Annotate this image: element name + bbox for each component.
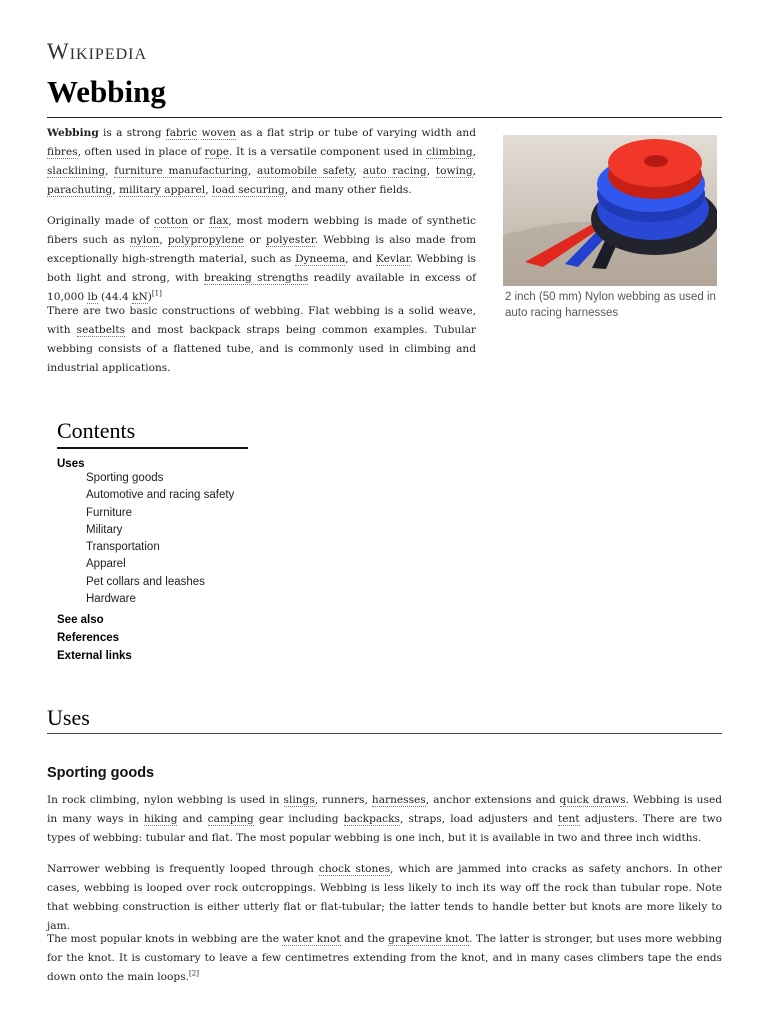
link-climbing[interactable]: climbing <box>426 146 473 158</box>
link-chock-stones[interactable]: chock stones <box>318 863 391 875</box>
intro-paragraph-1: Webbing is a strong fabric woven as a flat strip or tube of varying width and fibres, often used in place of rope. It is a versatile component used in climbing, slacklining, furniture manufacturing, automobile safety, auto racing, towing, parachuting, military apparel, load securing, and many other fields. <box>47 127 476 196</box>
toc-subitem[interactable]: Pet collars and leashes <box>86 575 205 588</box>
link-towing[interactable]: towing <box>435 165 473 177</box>
link-flax[interactable]: flax <box>209 215 229 227</box>
webbing-rolls-image[interactable] <box>503 135 717 286</box>
reference-1[interactable]: [1] <box>151 289 162 298</box>
toc-subitem[interactable]: Transportation <box>86 541 160 554</box>
link-woven[interactable]: woven <box>201 127 237 139</box>
link-nylon[interactable]: nylon <box>129 234 160 246</box>
toc-subitem[interactable]: Apparel <box>86 558 126 571</box>
link-fabric[interactable]: fabric <box>165 127 198 139</box>
link-rope[interactable]: rope <box>204 146 230 158</box>
toc-title: Contents <box>57 418 136 443</box>
link-seatbelts[interactable]: seatbelts <box>76 324 126 336</box>
link-polyester[interactable]: polyester <box>266 234 315 246</box>
section-heading-uses: Uses <box>47 705 90 730</box>
link-quick-draws[interactable]: quick draws <box>559 794 626 806</box>
table-of-contents <box>57 418 357 662</box>
link-cotton[interactable]: cotton <box>154 215 189 227</box>
figure-caption: 2 inch (50 mm) Nylon webbing as used in auto racing harnesses <box>505 291 716 319</box>
intro-paragraph-3: There are two basic constructions of webbing. Flat webbing is a solid weave, with seatbelts and most backpack straps being common examples. Tubular webbing consists of a flattened tube, and is commonly used in climbing and industrial applications. <box>47 305 476 374</box>
link-slacklining[interactable]: slacklining <box>47 165 106 177</box>
link-dyneema[interactable]: Dyneema <box>295 253 346 265</box>
title-divider <box>47 117 722 118</box>
link-fibres[interactable]: fibres <box>47 146 78 158</box>
link-water-knot[interactable]: water knot <box>282 933 341 945</box>
link-breaking-strengths[interactable]: breaking strengths <box>203 272 309 284</box>
link-auto-racing[interactable]: auto racing <box>362 165 427 177</box>
toc-item-external-links[interactable]: External links <box>57 650 132 663</box>
link-grapevine-knot[interactable]: grapevine knot <box>388 933 470 945</box>
toc-subitem[interactable]: Hardware <box>86 593 136 606</box>
link-camping[interactable]: camping <box>207 813 254 825</box>
link-military-apparel[interactable]: military apparel <box>119 184 206 196</box>
link-lb[interactable]: lb <box>87 291 98 303</box>
link-polypropylene[interactable]: polypropylene <box>167 234 245 246</box>
link-kn[interactable]: kN <box>132 291 148 303</box>
link-tent[interactable]: tent <box>558 813 580 825</box>
toc-divider <box>57 447 248 449</box>
link-hiking[interactable]: hiking <box>143 813 178 825</box>
reference-2[interactable]: [2] <box>189 969 199 978</box>
sporting-paragraph-2: Narrower webbing is frequently looped through chock stones, which are jammed into cracks as safety anchors. In other cases, webbing is looped over rock outcroppings. Webbing is less likely to inch its way off the rock than tubular rope. Note that webbing construction is either utterly flat or flat-tubular; the latter tends to handle better but knots are more likely to jam. <box>47 863 722 932</box>
toc-item-references[interactable]: References <box>57 632 120 645</box>
page-title: Webbing <box>47 74 166 109</box>
link-furniture-manufacturing[interactable]: furniture manufacturing <box>114 165 248 177</box>
link-harnesses[interactable]: harnesses <box>371 794 426 806</box>
sporting-paragraph-1: In rock climbing, nylon webbing is used in slings, runners, harnesses, anchor extensions and quick draws. Webbing is used in many ways in hiking and camping gear including backpacks, straps, load adjusters and tent adjusters. There are two types of webbing: tubular and flat. The most popular webbing is one inch, but it is available in two and three inch widths. <box>47 794 722 844</box>
link-slings[interactable]: slings <box>283 794 315 806</box>
link-kevlar[interactable]: Kevlar <box>376 253 410 265</box>
toc-item-uses[interactable]: Uses <box>57 458 85 470</box>
toc-subitem[interactable]: Automotive and racing safety <box>86 489 235 502</box>
link-load-securing[interactable]: load securing <box>211 184 285 196</box>
toc-subitem[interactable]: Military <box>86 523 123 536</box>
subsection-heading-sporting-goods: Sporting goods <box>47 765 155 781</box>
link-backpacks[interactable]: backpacks <box>343 813 400 825</box>
toc-subitem[interactable]: Sporting goods <box>86 472 164 484</box>
link-automobile-safety[interactable]: automobile safety <box>257 165 354 177</box>
intro-paragraph-2: Originally made of cotton or flax, most modern webbing is made of synthetic fibers such as nylon, polypropylene or polyester. Webbing is also made from exceptionally high-strength material, such as Dyneema, and Kevlar. Webbing is both light and strong, with breaking strengths readily available in excess of 10,000 lb (44.4 kN)[1] <box>47 215 477 303</box>
toc-subitem[interactable]: Furniture <box>86 506 133 519</box>
webbing-figure <box>503 135 717 321</box>
wikipedia-wordmark[interactable]: Wikipedia <box>47 39 148 64</box>
toc-item-see-also[interactable]: See also <box>57 614 104 627</box>
section-divider <box>47 733 722 734</box>
link-parachuting[interactable]: parachuting <box>47 184 113 196</box>
sporting-paragraph-3: The most popular knots in webbing are the water knot and the grapevine knot. The latter is stronger, but uses more webbing for the knot. It is customary to leave a few centimetres extending from the knot, and in many cases climbers tape the ends down onto the main loops.[2] <box>47 933 722 983</box>
